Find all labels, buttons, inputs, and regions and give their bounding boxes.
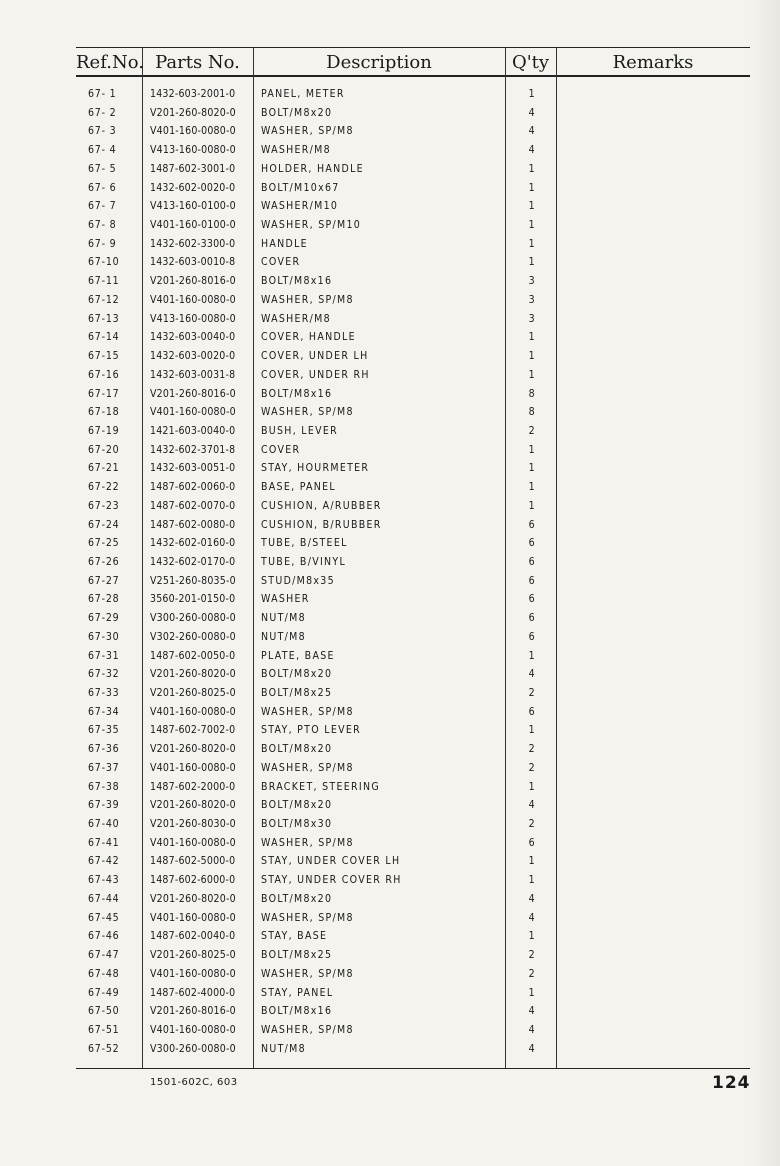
- qty-cell: 1: [528, 724, 536, 737]
- description-cell: WASHER/M8: [261, 144, 331, 157]
- qty-cell: 6: [528, 593, 536, 606]
- ref-no-cell: 67- 3: [88, 125, 117, 138]
- description-cell: COVER, UNDER RH: [261, 368, 370, 381]
- description-cell: NUT/M8: [261, 630, 306, 643]
- ref-no-cell: 67-17: [88, 387, 120, 400]
- qty-cell: 3: [528, 275, 536, 288]
- parts-no-cell: 1487-602-0070-0: [150, 499, 236, 512]
- table-row: [76, 311, 750, 330]
- description-cell: BOLT/M10x67: [261, 181, 340, 194]
- parts-no-cell: V300-260-0080-0: [150, 1042, 236, 1055]
- parts-no-cell: V413-160-0080-0: [150, 312, 236, 325]
- ref-no-cell: 67-37: [88, 761, 120, 774]
- ref-no-cell: 67-22: [88, 481, 120, 494]
- description-cell: COVER, HANDLE: [261, 331, 356, 344]
- description-cell: WASHER, SP/M8: [261, 125, 354, 138]
- description-cell: WASHER, SP/M8: [261, 705, 354, 718]
- qty-cell: 1: [528, 88, 536, 100]
- table-row: [76, 479, 750, 498]
- ref-no-cell: 67-10: [88, 256, 120, 269]
- table-row: [76, 273, 750, 292]
- table-row: [76, 835, 750, 854]
- ref-no-cell: 67-27: [88, 574, 120, 587]
- parts-no-cell: V401-160-0080-0: [150, 406, 236, 419]
- qty-cell: 2: [528, 949, 536, 962]
- header-remarks: Remarks: [612, 52, 694, 73]
- ref-no-cell: 67- 9: [88, 237, 117, 250]
- qty-cell: 1: [528, 200, 536, 213]
- parts-no-cell: 1487-602-3001-0: [150, 162, 236, 175]
- ref-no-cell: 67-31: [88, 649, 120, 662]
- qty-cell: 1: [528, 481, 536, 494]
- description-cell: PLATE, BASE: [261, 649, 335, 662]
- ref-no-cell: 67-52: [88, 1042, 120, 1055]
- ref-no-cell: 67-19: [88, 424, 120, 437]
- table-row: [76, 329, 750, 348]
- header-parts-no: Parts No.: [155, 52, 240, 73]
- ref-no-cell: 67- 4: [88, 144, 117, 157]
- ref-no-cell: 67-16: [88, 368, 120, 381]
- description-cell: STAY, UNDER COVER RH: [261, 874, 402, 887]
- ref-no-cell: 67-21: [88, 462, 120, 475]
- description-cell: STAY, HOURMETER: [261, 462, 370, 475]
- parts-no-cell: V201-260-8020-0: [150, 668, 236, 681]
- table-row: [76, 966, 750, 985]
- table-row: [76, 535, 750, 554]
- parts-no-cell: V201-260-8020-0: [150, 799, 236, 812]
- table-row: [76, 853, 750, 872]
- table-row: [76, 1041, 750, 1060]
- qty-cell: 1: [528, 443, 536, 456]
- parts-no-cell: V201-260-8025-0: [150, 949, 236, 962]
- qty-cell: 2: [528, 424, 536, 437]
- description-cell: PANEL, METER: [261, 88, 345, 100]
- qty-cell: 1: [528, 350, 536, 363]
- ref-no-cell: 67-41: [88, 836, 120, 849]
- table-row: [76, 442, 750, 461]
- table-row: [76, 123, 750, 142]
- ref-no-cell: 67-15: [88, 350, 120, 363]
- parts-no-cell: V401-160-0080-0: [150, 125, 236, 138]
- parts-no-cell: V413-160-0080-0: [150, 144, 236, 157]
- table-row: [76, 180, 750, 199]
- ref-no-cell: 67-34: [88, 705, 120, 718]
- description-cell: COVER: [261, 443, 301, 456]
- parts-no-cell: 1432-602-0160-0: [150, 537, 236, 550]
- table-row: [76, 404, 750, 423]
- qty-cell: 1: [528, 368, 536, 381]
- parts-no-cell: V201-260-8030-0: [150, 818, 236, 831]
- parts-no-cell: V300-260-0080-0: [150, 612, 236, 625]
- table-row: [76, 779, 750, 798]
- parts-no-cell: V201-260-8020-0: [150, 106, 236, 119]
- table-row: [76, 105, 750, 124]
- parts-no-cell: V251-260-8035-0: [150, 574, 236, 587]
- qty-cell: 4: [528, 1005, 536, 1018]
- qty-cell: 4: [528, 125, 536, 138]
- table-header: [76, 48, 750, 75]
- description-cell: WASHER: [261, 593, 310, 606]
- description-cell: WASHER/M8: [261, 312, 331, 325]
- qty-cell: 6: [528, 836, 536, 849]
- qty-cell: 2: [528, 761, 536, 774]
- description-cell: HOLDER, HANDLE: [261, 162, 364, 175]
- ref-no-cell: 67-23: [88, 499, 120, 512]
- qty-cell: 4: [528, 106, 536, 119]
- header-description: Description: [326, 52, 432, 73]
- parts-no-cell: 1432-603-0031-8: [150, 368, 236, 381]
- table-row: [76, 517, 750, 536]
- description-cell: STAY, BASE: [261, 930, 328, 943]
- table-row: [76, 498, 750, 517]
- page-number: 124: [712, 1073, 751, 1093]
- qty-cell: 2: [528, 818, 536, 831]
- description-cell: BASE, PANEL: [261, 481, 336, 494]
- ref-no-cell: 67-43: [88, 874, 120, 887]
- parts-no-cell: 1487-602-0060-0: [150, 481, 236, 494]
- description-cell: BOLT/M8x20: [261, 892, 333, 905]
- description-cell: BOLT/M8x16: [261, 387, 333, 400]
- parts-no-cell: 1487-602-4000-0: [150, 986, 236, 999]
- parts-no-cell: 1487-602-0050-0: [150, 649, 236, 662]
- table-row: [76, 236, 750, 255]
- description-cell: STAY, UNDER COVER LH: [261, 855, 401, 868]
- ref-no-cell: 67-12: [88, 293, 120, 306]
- parts-no-cell: 1487-602-2000-0: [150, 780, 236, 793]
- parts-no-cell: 1432-603-0010-8: [150, 256, 236, 269]
- ref-no-cell: 67-49: [88, 986, 120, 999]
- table-row: [76, 554, 750, 573]
- ref-no-cell: 67-44: [88, 892, 120, 905]
- description-cell: HANDLE: [261, 237, 308, 250]
- qty-cell: 2: [528, 967, 536, 980]
- table-row: [76, 254, 750, 273]
- ref-no-cell: 67-51: [88, 1023, 120, 1036]
- table-row: [76, 629, 750, 648]
- qty-cell: 6: [528, 574, 536, 587]
- footer-code: 1501-602C, 603: [150, 1077, 238, 1088]
- ref-no-cell: 67-14: [88, 331, 120, 344]
- table-row: [76, 610, 750, 629]
- ref-no-cell: 67-29: [88, 612, 120, 625]
- qty-cell: 6: [528, 630, 536, 643]
- parts-no-cell: V201-260-8020-0: [150, 892, 236, 905]
- parts-no-cell: V401-160-0080-0: [150, 911, 236, 924]
- table-row: [76, 292, 750, 311]
- ref-no-cell: 67- 6: [88, 181, 117, 194]
- table-row: [76, 760, 750, 779]
- qty-cell: 4: [528, 144, 536, 157]
- ref-no-cell: 67-20: [88, 443, 120, 456]
- table-row: [76, 573, 750, 592]
- table-row: [76, 816, 750, 835]
- table-row: [76, 367, 750, 386]
- qty-cell: 4: [528, 668, 536, 681]
- qty-cell: 4: [528, 1023, 536, 1036]
- table-row: [76, 741, 750, 760]
- qty-cell: 1: [528, 874, 536, 887]
- table-bottom-rule: [76, 1068, 750, 1069]
- description-cell: STAY, PTO LEVER: [261, 724, 361, 737]
- description-cell: STAY, PANEL: [261, 986, 334, 999]
- qty-cell: 1: [528, 219, 536, 232]
- ref-no-cell: 67-25: [88, 537, 120, 550]
- table-row: [76, 161, 750, 180]
- header-qty: Q'ty: [511, 52, 550, 73]
- description-cell: WASHER, SP/M8: [261, 406, 354, 419]
- parts-no-cell: V401-160-0100-0: [150, 219, 236, 232]
- qty-cell: 3: [528, 312, 536, 325]
- qty-cell: 2: [528, 687, 536, 699]
- qty-cell: 4: [528, 799, 536, 812]
- parts-no-cell: 1487-602-6000-0: [150, 874, 236, 887]
- parts-no-cell: V201-260-8016-0: [150, 1005, 236, 1018]
- description-cell: BUSH, LEVER: [261, 424, 339, 437]
- ref-no-cell: 67-33: [88, 687, 120, 699]
- description-cell: WASHER/M10: [261, 200, 339, 213]
- description-cell: WASHER, SP/M8: [261, 1023, 354, 1036]
- description-cell: WASHER, SP/M10: [261, 219, 362, 232]
- ref-no-cell: 67-30: [88, 630, 120, 643]
- description-cell: NUT/M8: [261, 1042, 306, 1055]
- ref-no-cell: 67-28: [88, 593, 120, 606]
- ref-no-cell: 67-11: [88, 275, 120, 288]
- table-row: [76, 928, 750, 947]
- table-row: [76, 86, 750, 105]
- parts-no-cell: 1432-603-0040-0: [150, 331, 236, 344]
- ref-no-cell: 67- 2: [88, 106, 117, 119]
- description-cell: BOLT/M8x30: [261, 818, 333, 831]
- qty-cell: 6: [528, 537, 536, 550]
- parts-no-cell: V401-160-0080-0: [150, 836, 236, 849]
- table-row: [76, 198, 750, 217]
- qty-cell: 1: [528, 780, 536, 793]
- qty-cell: 6: [528, 612, 536, 625]
- ref-no-cell: 67-18: [88, 406, 120, 419]
- qty-cell: 6: [528, 705, 536, 718]
- qty-cell: 8: [528, 387, 536, 400]
- description-cell: BOLT/M8x20: [261, 743, 333, 756]
- parts-no-cell: 1432-602-0020-0: [150, 181, 236, 194]
- parts-no-cell: 1487-602-7002-0: [150, 724, 236, 737]
- table-row: [76, 591, 750, 610]
- parts-no-cell: V413-160-0100-0: [150, 200, 236, 213]
- description-cell: BRACKET, STEERING: [261, 780, 380, 793]
- qty-cell: 4: [528, 892, 536, 905]
- page-edge-shadow: [750, 0, 780, 1166]
- parts-table-body: [76, 86, 750, 1059]
- description-cell: TUBE, B/STEEL: [261, 537, 348, 550]
- ref-no-cell: 67-32: [88, 668, 120, 681]
- parts-no-cell: V201-260-8025-0: [150, 687, 236, 699]
- qty-cell: 1: [528, 930, 536, 943]
- parts-no-cell: V401-160-0080-0: [150, 761, 236, 774]
- ref-no-cell: 67-36: [88, 743, 120, 756]
- table-row: [76, 891, 750, 910]
- qty-cell: 1: [528, 499, 536, 512]
- ref-no-cell: 67- 8: [88, 219, 117, 232]
- description-cell: BOLT/M8x25: [261, 687, 333, 699]
- description-cell: WASHER, SP/M8: [261, 761, 354, 774]
- ref-no-cell: 67-39: [88, 799, 120, 812]
- ref-no-cell: 67- 7: [88, 200, 117, 213]
- parts-no-cell: V201-260-8016-0: [150, 387, 236, 400]
- description-cell: WASHER, SP/M8: [261, 293, 354, 306]
- qty-cell: 4: [528, 1042, 536, 1055]
- qty-cell: 1: [528, 649, 536, 662]
- table-row: [76, 704, 750, 723]
- parts-no-cell: V201-260-8020-0: [150, 743, 236, 756]
- parts-no-cell: V201-260-8016-0: [150, 275, 236, 288]
- table-row: [76, 1003, 750, 1022]
- table-row: [76, 386, 750, 405]
- parts-no-cell: 1432-602-3701-8: [150, 443, 236, 456]
- qty-cell: 1: [528, 462, 536, 475]
- table-row: [76, 722, 750, 741]
- description-cell: CUSHION, B/RUBBER: [261, 518, 382, 531]
- description-cell: BOLT/M8x16: [261, 1005, 333, 1018]
- parts-no-cell: V401-160-0080-0: [150, 705, 236, 718]
- ref-no-cell: 67-46: [88, 930, 120, 943]
- description-cell: WASHER, SP/M8: [261, 836, 354, 849]
- ref-no-cell: 67-26: [88, 555, 120, 568]
- table-row: [76, 142, 750, 161]
- table-row: [76, 666, 750, 685]
- parts-no-cell: 1432-603-2001-0: [150, 88, 236, 100]
- qty-cell: 1: [528, 181, 536, 194]
- table-row: [76, 348, 750, 367]
- description-cell: BOLT/M8x20: [261, 106, 333, 119]
- parts-no-cell: 1487-602-0080-0: [150, 518, 236, 531]
- table-row: [76, 460, 750, 479]
- parts-no-cell: V302-260-0080-0: [150, 630, 236, 643]
- qty-cell: 8: [528, 406, 536, 419]
- description-cell: WASHER, SP/M8: [261, 911, 354, 924]
- qty-cell: 6: [528, 555, 536, 568]
- qty-cell: 1: [528, 237, 536, 250]
- qty-cell: 1: [528, 162, 536, 175]
- header-bottom-rule: [76, 75, 750, 77]
- ref-no-cell: 67-40: [88, 818, 120, 831]
- qty-cell: 1: [528, 986, 536, 999]
- header-ref-no: Ref.No.: [76, 52, 144, 73]
- description-cell: STUD/M8x35: [261, 574, 335, 587]
- description-cell: COVER: [261, 256, 301, 269]
- description-cell: COVER, UNDER LH: [261, 350, 369, 363]
- qty-cell: 1: [528, 256, 536, 269]
- description-cell: BOLT/M8x20: [261, 668, 333, 681]
- table-row: [76, 797, 750, 816]
- table-row: [76, 947, 750, 966]
- ref-no-cell: 67-38: [88, 780, 120, 793]
- description-cell: CUSHION, A/RUBBER: [261, 499, 382, 512]
- description-cell: NUT/M8: [261, 612, 306, 625]
- parts-no-cell: 1487-602-0040-0: [150, 930, 236, 943]
- ref-no-cell: 67-35: [88, 724, 120, 737]
- qty-cell: 6: [528, 518, 536, 531]
- table-row: [76, 985, 750, 1004]
- ref-no-cell: 67-48: [88, 967, 120, 980]
- parts-no-cell: V401-160-0080-0: [150, 967, 236, 980]
- parts-no-cell: 1432-602-3300-0: [150, 237, 236, 250]
- qty-cell: 1: [528, 331, 536, 344]
- table-row: [76, 872, 750, 891]
- parts-no-cell: V401-160-0080-0: [150, 293, 236, 306]
- ref-no-cell: 67-24: [88, 518, 120, 531]
- parts-no-cell: 1432-602-0170-0: [150, 555, 236, 568]
- parts-no-cell: 1432-603-0051-0: [150, 462, 236, 475]
- parts-no-cell: 3560-201-0150-0: [150, 593, 236, 606]
- parts-no-cell: V401-160-0080-0: [150, 1023, 236, 1036]
- table-row: [76, 910, 750, 929]
- ref-no-cell: 67-42: [88, 855, 120, 868]
- ref-no-cell: 67-45: [88, 911, 120, 924]
- qty-cell: 1: [528, 855, 536, 868]
- description-cell: TUBE, B/VINYL: [261, 555, 347, 568]
- qty-cell: 4: [528, 911, 536, 924]
- table-row: [76, 648, 750, 667]
- table-row: [76, 1022, 750, 1041]
- ref-no-cell: 67-50: [88, 1005, 120, 1018]
- parts-no-cell: 1432-603-0020-0: [150, 350, 236, 363]
- qty-cell: 2: [528, 743, 536, 756]
- description-cell: BOLT/M8x20: [261, 799, 333, 812]
- ref-no-cell: 67-47: [88, 949, 120, 962]
- description-cell: WASHER, SP/M8: [261, 967, 354, 980]
- table-row: [76, 423, 750, 442]
- table-row: [76, 217, 750, 236]
- description-cell: BOLT/M8x25: [261, 949, 333, 962]
- ref-no-cell: 67- 5: [88, 162, 117, 175]
- ref-no-cell: 67- 1: [88, 88, 117, 100]
- parts-no-cell: 1421-603-0040-0: [150, 424, 236, 437]
- qty-cell: 3: [528, 293, 536, 306]
- table-row: [76, 685, 750, 704]
- parts-no-cell: 1487-602-5000-0: [150, 855, 236, 868]
- description-cell: BOLT/M8x16: [261, 275, 333, 288]
- ref-no-cell: 67-13: [88, 312, 120, 325]
